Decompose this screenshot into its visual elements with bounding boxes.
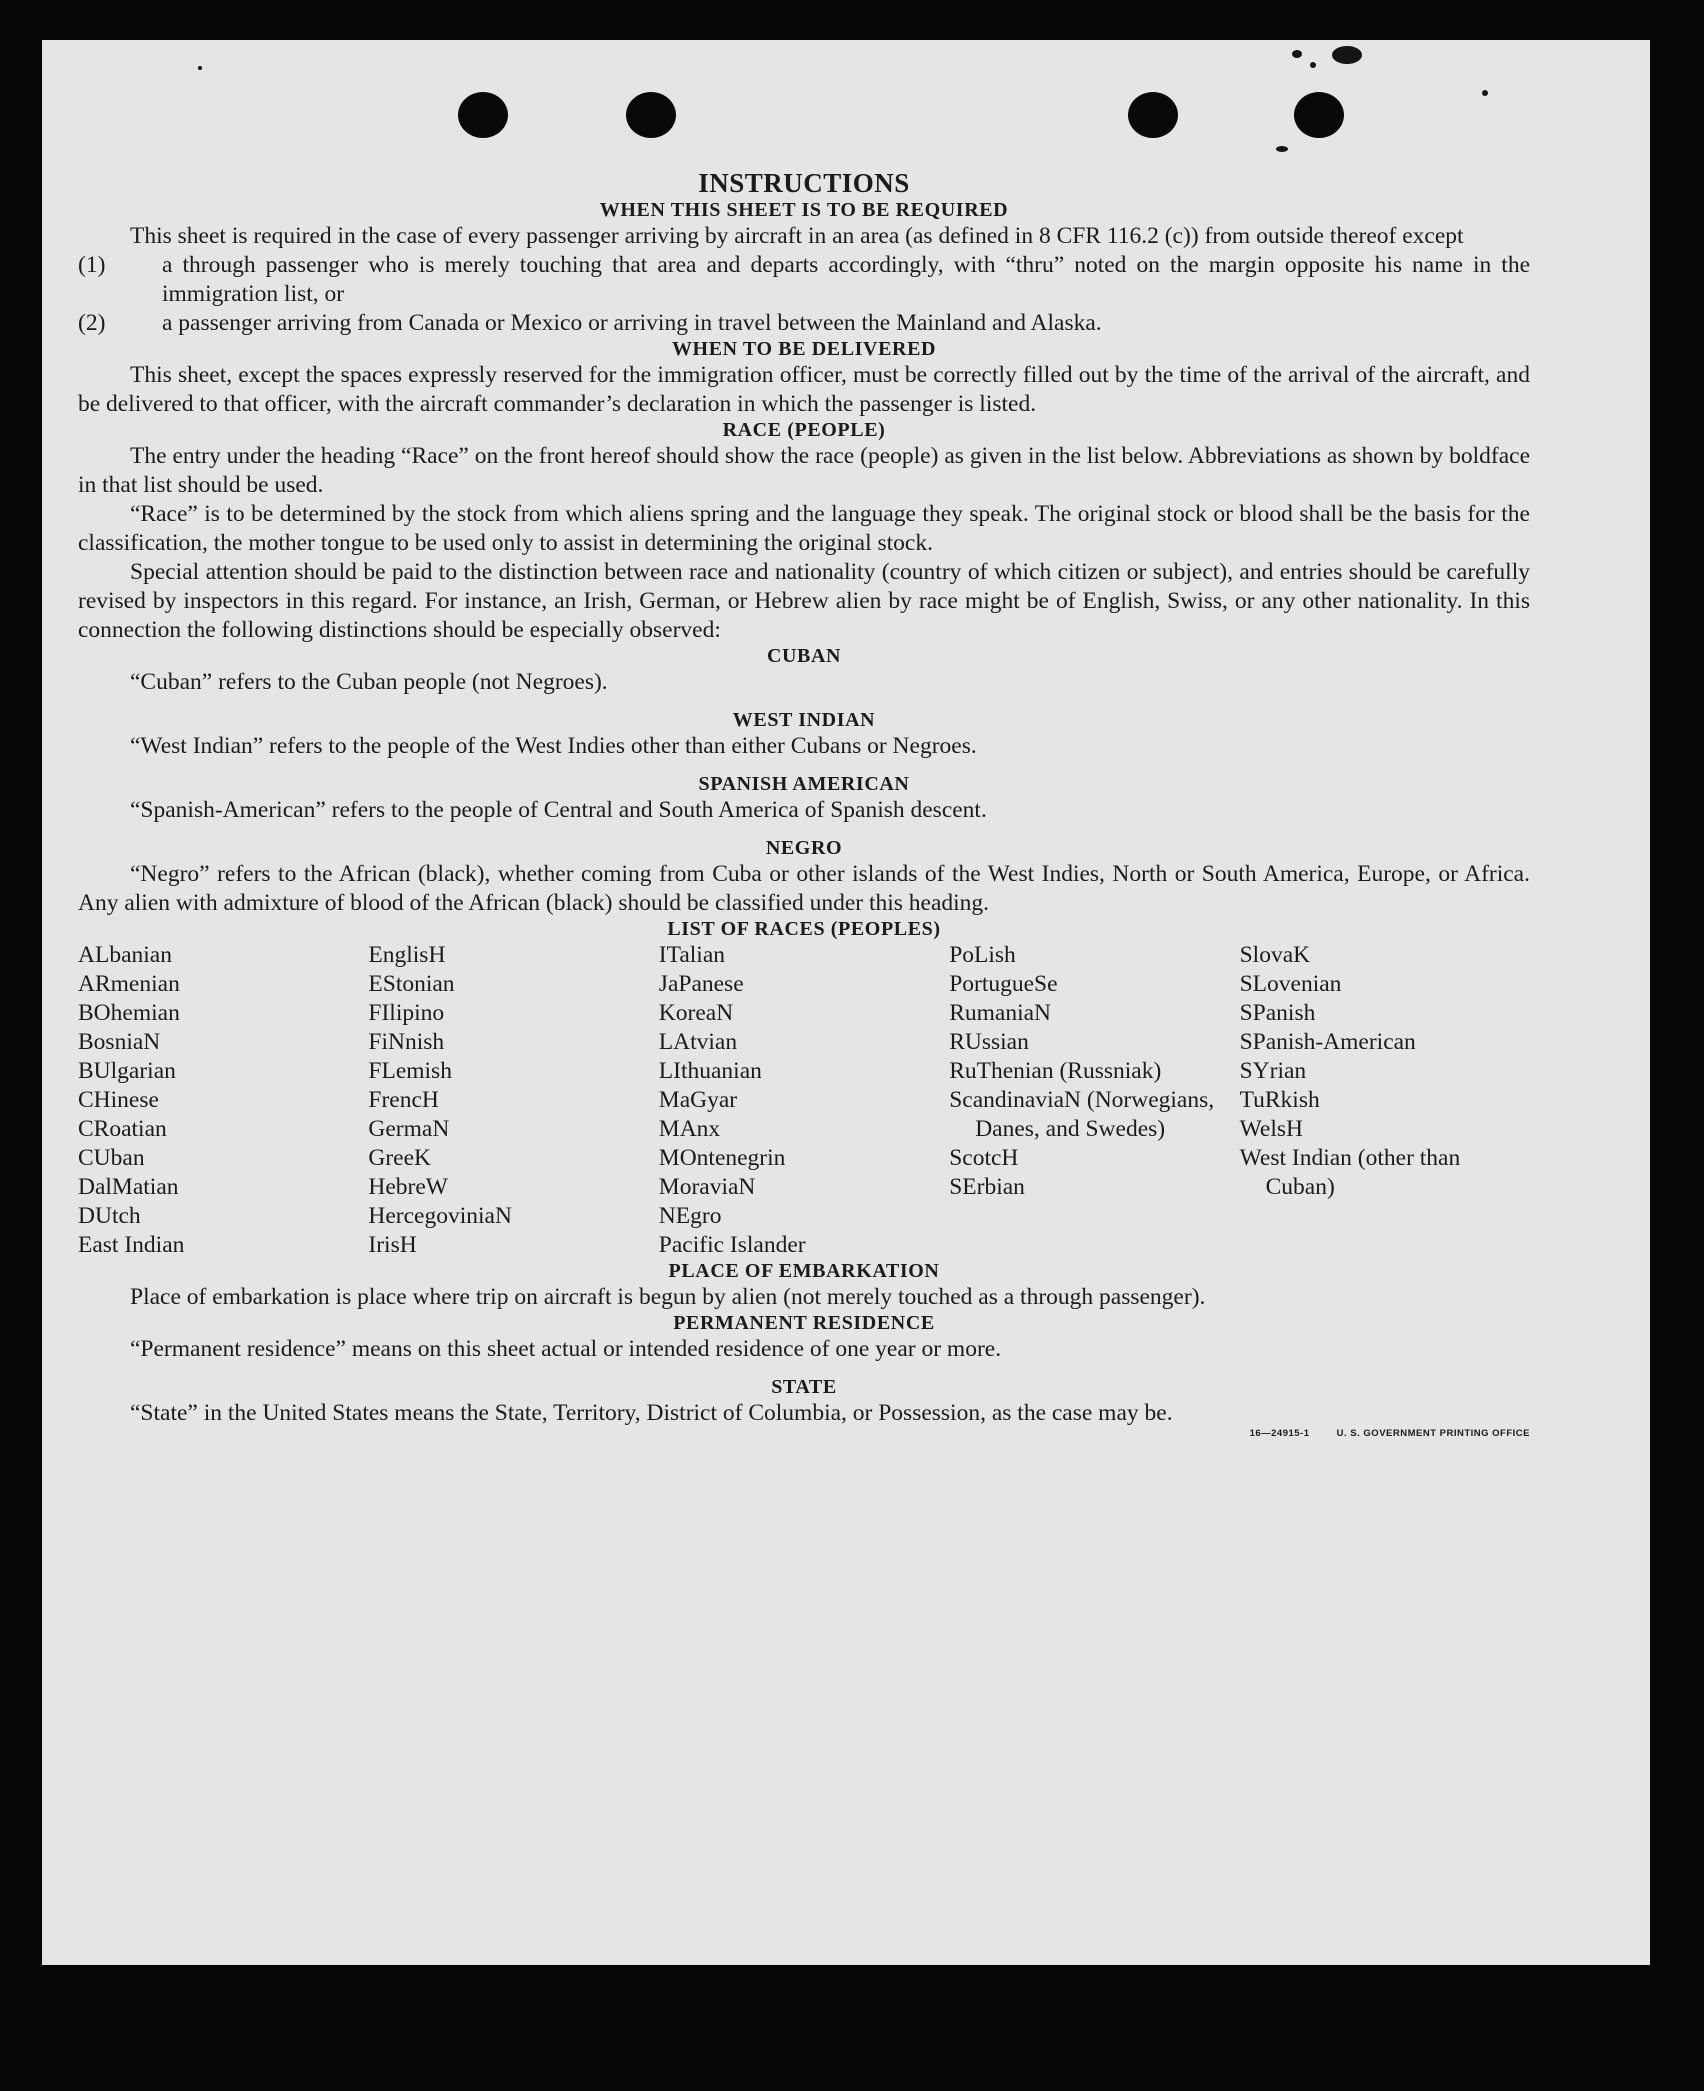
heading-state: STATE <box>771 1376 837 1398</box>
race-entry: DalMatian <box>78 1174 179 1200</box>
race-entry: LAtvian <box>658 1029 738 1055</box>
ink-speck <box>1482 90 1488 96</box>
race-entry: LIthuanian <box>658 1058 762 1084</box>
race-paragraph: Special attention should be paid to the distinction between race and nationality (country of which citizen or subject), and entries should be carefully revised by inspectors in this regard. For instance, an Irish, German, or Hebrew alien by race might be of English, Swiss, or any other nationality. In this connection the following distinctions should be especially observed: <box>78 559 1530 643</box>
race-entry: EnglisH <box>368 942 446 968</box>
instructions-body <box>78 168 1530 1439</box>
race-entry: MOntenegrin <box>658 1145 786 1171</box>
document-page <box>42 40 1650 1965</box>
race-entry: ALbanian <box>78 942 172 968</box>
heading-cuban: CUBAN <box>766 645 842 667</box>
ink-speck <box>1292 50 1302 58</box>
race-entry: JaPanese <box>658 971 744 997</box>
heading-delivered: WHEN TO BE DELIVERED <box>671 338 937 360</box>
spanish-american-text: “Spanish-American” refers to the people of Central and South America of Spanish descent. <box>130 797 987 823</box>
embarkation-text: Place of embarkation is place where trip on aircraft is begun by alien (not merely touched as a through passenger). <box>130 1284 1206 1310</box>
race-entry: SLovenian <box>1239 971 1342 997</box>
races-column <box>1240 941 1530 1260</box>
race-entry: FIlipino <box>368 1000 445 1026</box>
races-column <box>659 941 949 1260</box>
race-entry: GreeK <box>368 1145 432 1171</box>
punch-hole <box>458 92 508 138</box>
state-text: “State” in the United States means the State, Territory, District of Columbia, or Possession, as the case may be. <box>130 1400 1173 1426</box>
heading-embarkation: PLACE OF EMBARKATION <box>668 1260 940 1282</box>
race-entry: SPanish <box>1239 1000 1316 1026</box>
punch-hole <box>1294 92 1344 138</box>
race-entry: ScotcH <box>949 1145 1019 1171</box>
item-text: a passenger arriving from Canada or Mexico or arriving in travel between the Mainland and Alaska. <box>162 310 1102 336</box>
race-entry: IrisH <box>368 1232 417 1258</box>
race-entry: SPanish-American <box>1239 1029 1416 1055</box>
race-entry: EStonian <box>368 971 455 997</box>
race-entry: HebreW <box>368 1174 448 1200</box>
race-entry: RuThenian (Russniak) <box>949 1058 1162 1084</box>
race-entry: SlovaK <box>1239 942 1311 968</box>
heading-west-indian: WEST INDIAN <box>732 709 876 731</box>
race-entry: FLemish <box>368 1058 452 1084</box>
delivered-text: This sheet, except the spaces expressly reserved for the immigration officer, must be correctly filled out by the time of the arrival of the aircraft, and be delivered to that officer, with the aircraft commander’s declaration in which the passenger is listed. <box>78 362 1530 417</box>
ink-speck <box>1332 46 1362 64</box>
race-paragraph: The entry under the heading “Race” on the front hereof should show the race (people) as given in the list below. Abbreviations as shown by boldface in that list should be used. <box>78 443 1530 498</box>
race-entry: BUlgarian <box>78 1058 176 1084</box>
heading-required: WHEN THIS SHEET IS TO BE REQUIRED <box>599 199 1009 221</box>
race-entry: Pacific Islander <box>658 1232 806 1258</box>
heading-residence: PERMANENT RESIDENCE <box>673 1312 935 1334</box>
races-list <box>78 941 1530 1260</box>
item-number: (2) <box>78 310 106 336</box>
races-column <box>949 941 1239 1260</box>
heading-race: RACE (PEOPLE) <box>722 419 886 441</box>
printer-imprint <box>1226 1428 1530 1439</box>
race-entry: TuRkish <box>1239 1087 1320 1113</box>
item-number: (1) <box>78 252 106 278</box>
race-entry: CRoatian <box>78 1116 167 1142</box>
exception-item <box>78 309 1530 338</box>
punch-hole <box>1128 92 1178 138</box>
negro-text: “Negro” refers to the African (black), whether coming from Cuba or other islands of the West Indies, North or South America, Europe, or Africa. Any alien with admixture of blood of the African (black) should be classified under this heading. <box>78 861 1530 916</box>
exception-item <box>78 251 1530 309</box>
race-entry: RumaniaN <box>949 1000 1052 1026</box>
ink-speck <box>198 66 202 70</box>
cuban-text: “Cuban” refers to the Cuban people (not Negroes). <box>130 669 608 695</box>
west-indian-text: “West Indian” refers to the people of the West Indies other than either Cubans or Negroes. <box>130 733 977 759</box>
race-entry: East Indian <box>78 1232 185 1258</box>
race-entry: ScandinaviaN (Norwegians, Danes, and Swedes) <box>949 1087 1215 1142</box>
race-entry: MAnx <box>658 1116 721 1142</box>
race-entry: HercegoviniaN <box>368 1203 512 1229</box>
required-intro: This sheet is required in the case of every passenger arriving by aircraft in an area (as defined in 8 CFR 116.2 (c)) from outside thereof except <box>130 223 1464 249</box>
ink-speck <box>1310 62 1316 68</box>
ink-speck <box>1276 146 1288 152</box>
heading-races-list: LIST OF RACES (PEOPLES) <box>667 918 941 940</box>
race-entry: CHinese <box>78 1087 159 1113</box>
heading-negro: NEGRO <box>765 837 843 859</box>
form-number: 16—24915-1 <box>1249 1428 1310 1439</box>
race-entry: SErbian <box>949 1174 1025 1200</box>
race-entry: GermaN <box>368 1116 450 1142</box>
race-entry: NEgro <box>658 1203 722 1229</box>
race-entry: MoraviaN <box>658 1174 756 1200</box>
race-entry: PoLish <box>949 942 1016 968</box>
races-column <box>78 941 368 1260</box>
races-column <box>368 941 658 1260</box>
race-entry: FiNnish <box>368 1029 445 1055</box>
race-entry: DUtch <box>78 1203 141 1229</box>
residence-text: “Permanent residence” means on this sheet actual or intended residence of one year or more. <box>130 1336 1002 1362</box>
printer-name: U. S. GOVERNMENT PRINTING OFFICE <box>1336 1428 1530 1439</box>
race-entry: PortugueSe <box>949 971 1058 997</box>
item-text: a through passenger who is merely touching that area and departs accordingly, with “thru” noted on the margin opposite his name in the immigration list, or <box>162 252 1530 307</box>
heading-spanish-american: SPANISH AMERICAN <box>698 773 910 795</box>
race-entry: WelsH <box>1239 1116 1303 1142</box>
race-entry: BosniaN <box>78 1029 161 1055</box>
page-title: INSTRUCTIONS <box>698 168 910 198</box>
race-entry: RUssian <box>949 1029 1029 1055</box>
race-entry: BOhemian <box>78 1000 180 1026</box>
race-entry: SYrian <box>1239 1058 1307 1084</box>
race-entry: CUban <box>78 1145 145 1171</box>
race-entry: West Indian (other than Cuban) <box>1239 1145 1461 1200</box>
race-entry: FrencH <box>368 1087 439 1113</box>
race-entry: KoreaN <box>658 1000 734 1026</box>
race-entry: ARmenian <box>78 971 180 997</box>
race-entry: ITalian <box>658 942 726 968</box>
punch-hole <box>626 92 676 138</box>
race-entry: MaGyar <box>658 1087 738 1113</box>
race-paragraph: “Race” is to be determined by the stock from which aliens spring and the language they speak. The original stock or blood shall be the basis for the classification, the mother tongue to be used only to assist in determining the original stock. <box>78 501 1530 556</box>
